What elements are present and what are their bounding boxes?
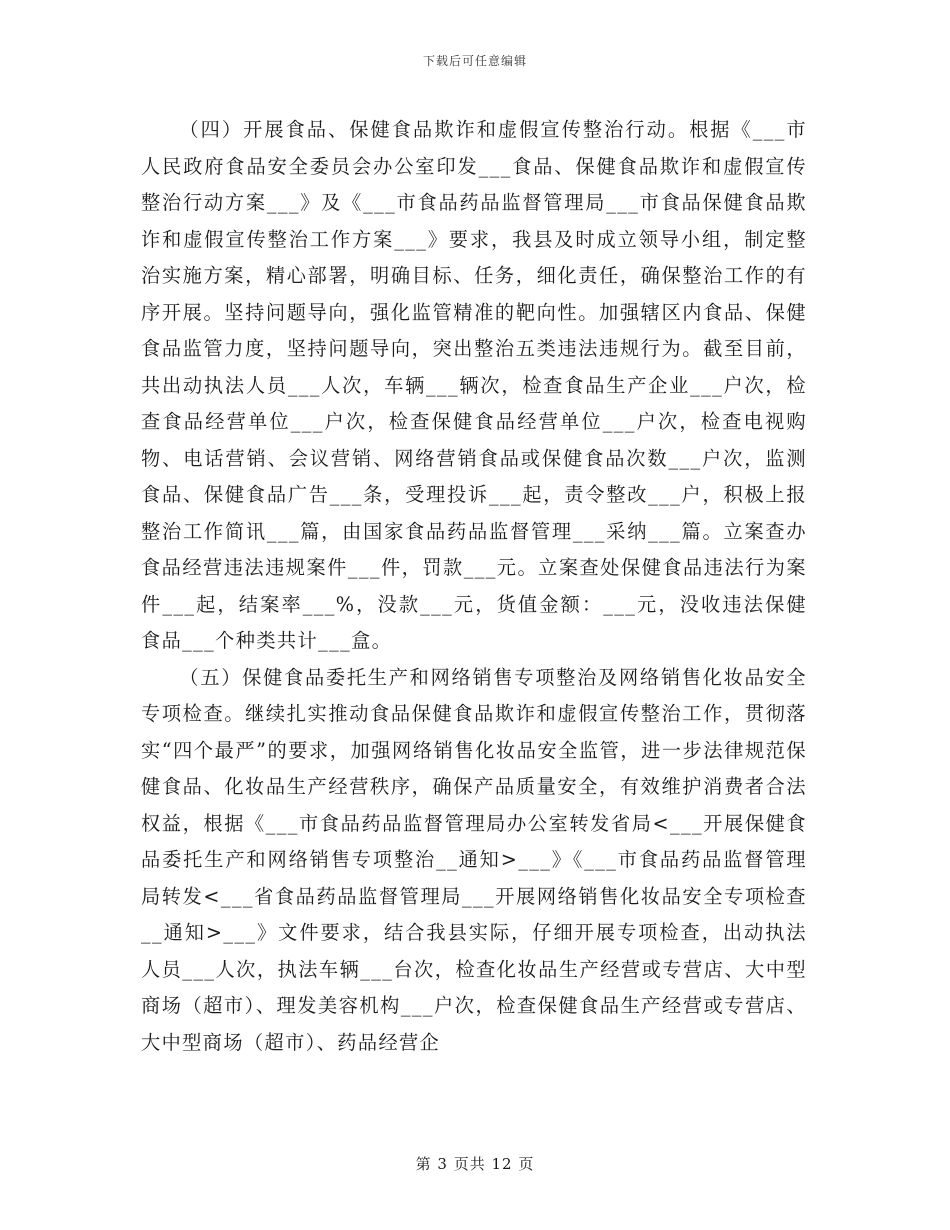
- paragraph-section-4: （四）开展食品、保健食品欺诈和虚假宣传整治行动。根据《___市人民政府食品安全委员会办公室印发___食品、保健食品欺诈和虚假宣传整治行动方案___》及《___市食品药品监督管理局___市食品保健食品欺诈和虚假宣传整治工作方案___》要求，我县及时成立领导小组，制定整治实施方案，精心部署，明确目标、任务，细化责任，确保整治工作的有序开展。坚持问题导向，强化监管精准的靶向性。加强辖区内食品、保健食品监管力度，坚持问题导向，突出整治五类违法违规行为。截至目前，共出动执法人员___人次，车辆___辆次，检查食品生产企业___户次，检查食品经营单位___户次，检查保健食品经营单位___户次，检查电视购物、电话营销、会议营销、网络营销食品或保健食品次数___户次，监测食品、保健食品广告___条，受理投诉___起，责令整改___户，积极上报整治工作简讯___篇，由国家食品药品监督管理___采纳___篇。立案查办食品经营违法违规案件___件，罚款___元。立案查处保健食品违法行为案件___起，结案率___%，没款___元，货值金额：___元，没收违法保健食品___个种类共计___盒。: [141, 118, 807, 652]
- document-body: [141, 112, 807, 1061]
- paragraph-section-5: （五）保健食品委托生产和网络销售专项整治及网络销售化妆品安全专项检查。继续扎实推动食品保健食品欺诈和虚假宣传整治工作，贯彻落实“四个最严”的要求，加强网络销售化妆品安全监管，进一步法律规范保健食品、化妆品生产经营秩序，确保产品质量安全，有效维护消费者合法权益，根据《___市食品药品监督管理局办公室转发省局<___开展保健食品委托生产和网络销售专项整治__通知>___》《___市食品药品监督管理局转发<___省食品药品监督管理局___开展网络销售化妆品安全专项检查__通知>___》文件要求，结合我县实际，仔细开展专项检查，出动执法人员___人次，执法车辆___台次，检查化妆品生产经营或专营店、大中型商场（超市）、理发美容机构___户次，检查保健食品生产经营或专营店、大中型商场（超市）、药品经营企: [141, 665, 807, 1054]
- page-header: 下载后可任意编辑: [422, 54, 527, 68]
- page-number-footer: 第 3 页共 12 页: [415, 1155, 535, 1173]
